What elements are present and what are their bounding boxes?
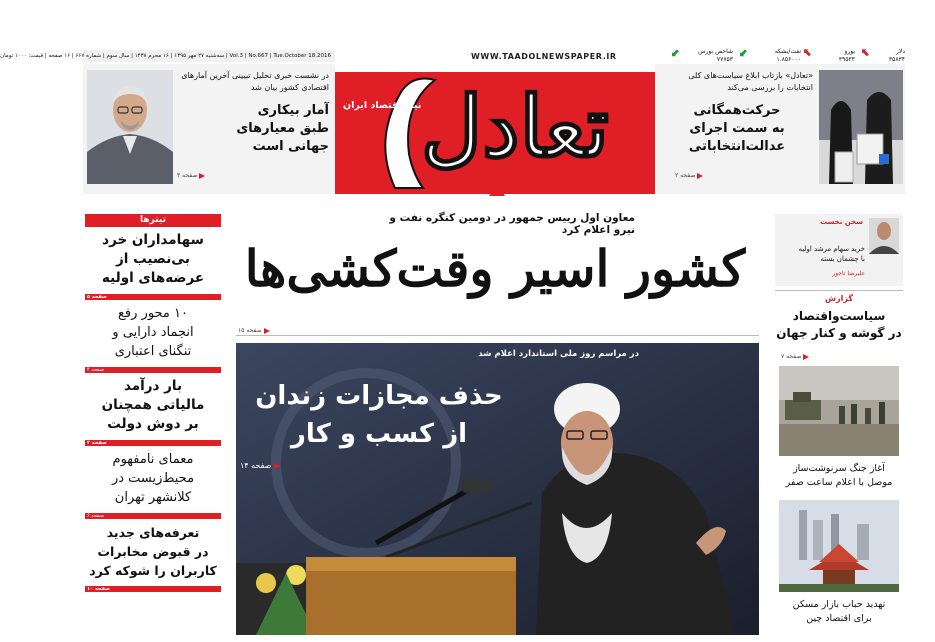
top-left-kicker: در نشست خبری تحلیل تبیینی آخرین آمارهای اقتصادی کشور بیان شد [181, 71, 329, 92]
site-url: WWW.TAADOLNEWSPAPER.IR [471, 52, 617, 61]
list-item[interactable]: ۱۰ محور رفع انجماد دارایی و تنگنای اعتباری صفحه ۴ [85, 300, 221, 373]
photo-story-headline: حذف مجازات زندان از کسب و کار [255, 381, 503, 449]
arrow-up-icon: ⬋ [671, 46, 681, 59]
masthead-logo [365, 70, 625, 194]
main-headline[interactable]: کشور اسیر وقت‌کشی‌ها [244, 239, 746, 298]
election-photo [819, 70, 903, 184]
masthead-tagline: نیاز اقتصاد ایران [343, 100, 422, 111]
top-right-teaser[interactable] [655, 64, 905, 194]
editorial-author: علیرضا تاجور [832, 270, 865, 277]
portrait-photo [87, 70, 173, 184]
story1-headline[interactable]: آغاز جنگ سرنوشت‌ساز موصل با اعلام ساعت صفر [785, 463, 893, 488]
list-item[interactable]: سهامداران خرد بی‌نصیب از عرضه‌های اولیه صفحه ۵ [85, 227, 221, 300]
top-right-headline: حرکت‌همگانی به سمت اجرای عدالت‌انتخاباتی [688, 103, 786, 154]
list-item[interactable]: بار درآمد مالیاتی همچنان بر دوش دولت صفحه ۳ [85, 373, 221, 446]
photo-story-page-ref: صفحه ۱۴ [240, 461, 280, 470]
top-left-page-ref: صفحه ۳ [177, 172, 205, 179]
top-left-headline: آمار بیکاری طبق معیارهای جهانی است [236, 103, 329, 154]
arrow-down-icon: ⬉ [861, 46, 871, 59]
city-photo [779, 500, 899, 592]
top-right-kicker: «تعادل» بازتاب ابلاغ سیاست‌های کلی انتخابات را بررسی می‌کند [688, 71, 813, 92]
market-oil: ⬋ نفت/بشکه ۱.۸۵۶۰۰۰ [739, 46, 801, 63]
arrow-up-icon: ⬋ [739, 46, 749, 59]
market-stock-index: ⬋ شاخص بورس ۷۷۷۵۳ [671, 46, 733, 63]
main-divider [236, 335, 759, 336]
svg-text:تعادل: تعادل [421, 77, 609, 176]
market-euro: ⬉ یورو ۳۹۵۳۳ [803, 46, 855, 63]
editorial-author-photo [869, 218, 899, 254]
headlines-title: تیترها [85, 214, 221, 227]
main-subhead: معاون اول رییس جمهور در دومین کنگره نفت و نیرو اعلام کرد [389, 212, 635, 236]
arrow-down-icon: ⬉ [803, 46, 813, 59]
masthead [335, 50, 655, 196]
headlines-column [85, 214, 221, 592]
list-item[interactable]: معمای نامفهوم محیط‌زیست در کلانشهر تهران صفحه ۶ [85, 446, 221, 519]
list-item[interactable]: تعرفه‌های جدید در قبوض مخابرات کاربران را شوکه کرد صفحه ۱۰ [85, 519, 221, 592]
battle-photo [779, 366, 899, 456]
right-divider [775, 290, 903, 291]
report-label: گزارش [825, 294, 854, 303]
photo-story-kicker: در مراسم روز ملی استاندارد اعلام شد [478, 349, 639, 359]
editorial-label: سخن نخست [820, 218, 863, 226]
main-page-ref: صفحه ۱۵ [238, 327, 270, 334]
photo-story[interactable] [236, 343, 759, 635]
editorial-box[interactable] [775, 214, 903, 286]
editorial-text: خرید سهام مرشد اولیه با چشمان بسته [798, 245, 865, 263]
top-right-page-ref: صفحه ۲ [675, 172, 703, 179]
issue-info-strip: Vol.3 | No.667 | Tue.October 18.2016 | سه‌شنبه ۲۷ مهر ۱۳۹۵ | ۱۶ محرم ۱۴۳۸ | سال سوم | شماره ۶۶۷ | ۱۶ صفحه | قیمت: ۱۰۰۰ تومان [83, 50, 335, 62]
story2-headline[interactable]: تهدید حباب بازار مسکن برای اقتصاد چین [792, 599, 886, 624]
report-page-ref: صفحه ۷ [781, 353, 809, 360]
market-dollar: ⬉ دلار ۳۵۸۳۴ [861, 46, 905, 63]
report-headline[interactable]: سیاست‌واقتصاد در گوشه و کنار جهان [776, 309, 902, 340]
top-left-teaser[interactable] [83, 64, 335, 194]
